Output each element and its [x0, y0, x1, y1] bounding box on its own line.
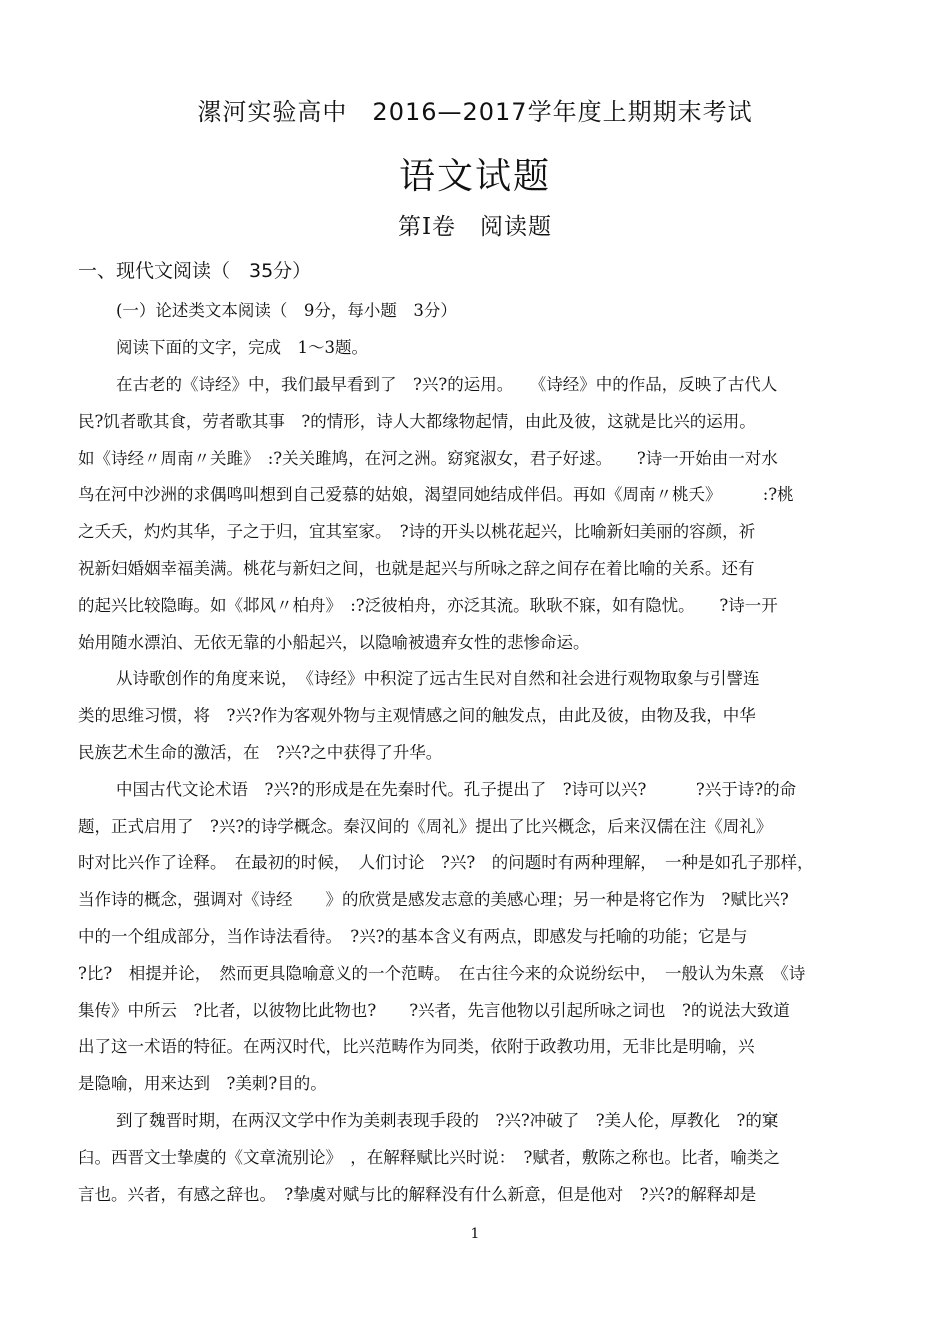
passage-line: 类的思维习惯，将 ?兴?作为客观外物与主观情感之间的触发点，由此及彼，由物及我，中华 — [78, 706, 756, 725]
passage-line: 臼。西晋文士挚虞的《文章流别论》 ，在解释赋比兴时说： ?赋者，敷陈之称也。比者，喻类之 — [78, 1148, 780, 1167]
passage-line: 民?饥者歌其食，劳者歌其事 ?的情形，诗人大都缘物起情，由此及彼，这就是比兴的运用。 — [78, 412, 756, 431]
subsection-heading: (一）论述类文本阅读（ 9分，每小题 3分） — [116, 301, 457, 320]
reading-instruction: 阅读下面的文字，完成 1～3题。 — [116, 338, 368, 357]
passage-line: 出了这一术语的特征。在两汉时代，比兴范畴作为同类，依附于政教功用，无非比是明喻，兴 — [78, 1037, 755, 1056]
passage-line: 从诗歌创作的角度来说， 《诗经》中积淀了远古生民对自然和社会进行观物取象与引譬连 — [116, 669, 760, 688]
passage-line: 题，正式启用了 ?兴?的诗学概念。秦汉间的《周礼》提出了比兴概念，后来汉儒在注《周礼》 — [78, 817, 773, 836]
passage-line: 祝新妇婚姻幸福美满。桃花与新妇之间，也就是起兴与所咏之辞之间存在着比喻的关系。还有 — [78, 559, 755, 578]
subject-title: 语文试题 — [398, 156, 551, 197]
volume-title: 第Ⅰ卷 阅读题 — [397, 214, 553, 240]
exam-title: 漯河实验高中 2016—2017学年度上期期末考试 — [197, 98, 753, 126]
passage-line: 到了魏晋时期，在两汉文学中作为美刺表现手段的 ?兴?冲破了 ?美人伦，厚教化 ?的窠 — [116, 1111, 779, 1130]
passage-line: 始用随水漂泊、无依无靠的小船起兴，以隐喻被遗弃女性的悲惨命运。 — [78, 633, 590, 652]
passage-line: 集传》中所云 ?比者，以彼物比此物也? ?兴者，先言他物以引起所咏之词也 ?的说法大致道 — [78, 1001, 790, 1020]
passage-line: 中国古代文论术语 ?兴?的形成是在先秦时代。孔子提出了 ?诗可以兴? ?兴于诗?的命 — [116, 780, 797, 799]
passage-line: 鸟在河中沙洲的求偶鸣叫想到自己爱慕的姑娘，渴望同她结成伴侣。再如《周南〃桃夭》 :?桃 — [78, 485, 794, 504]
passage-line: 的起兴比较隐晦。如《邶风〃柏舟》 :?泛彼柏舟，亦泛其流。耿耿不寐，如有隐忧。 ?诗一开 — [78, 596, 778, 615]
passage-line: 言也。兴者，有感之辞也。 ?挚虞对赋与比的解释没有什么新意，但是他对 ?兴?的解释却是 — [78, 1185, 757, 1204]
passage-line: 时对比兴作了诠释。 在最初的时候， 人们讨论 ?兴? 的问题时有两种理解， 一种是如孔子那样， — [78, 853, 814, 872]
passage-line: 是隐喻，用来达到 ?美刺?目的。 — [78, 1074, 327, 1093]
passage-line: 当作诗的概念，强调对《诗经 》的欣赏是感发志意的美感心理；另一种是将它作为 ?赋比兴? — [78, 890, 789, 909]
passage-line: 民族艺术生命的激活，在 ?兴?之中获得了升华。 — [78, 743, 443, 762]
passage-line: 在古老的《诗经》中，我们最早看到了 ?兴?的运用。 《诗经》中的作品，反映了古代人 — [116, 375, 778, 394]
page-number: 1 — [470, 1226, 480, 1242]
passage-line: 之夭夭，灼灼其华，子之于归，宜其室家。 ?诗的开头以桃花起兴，比喻新妇美丽的容颜，祈 — [78, 522, 756, 541]
passage-line: 如《诗经〃周南〃关雎》 :?关关雎鸠，在河之洲。窈窕淑女，君子好逑。 ?诗一开始由一对水 — [78, 449, 778, 468]
passage-line: 中的一个组成部分，当作诗法看待。 ?兴?的基本含义有两点，即感发与托喻的功能；它是与 — [78, 927, 748, 946]
passage-line: ?比? 相提并论， 然而更具隐喻意义的一个范畴。 在古往今来的众说纷纭中， 一般认为朱熹 《诗 — [78, 964, 806, 983]
section-heading: 一、现代文阅读（ 35分） — [78, 260, 312, 282]
